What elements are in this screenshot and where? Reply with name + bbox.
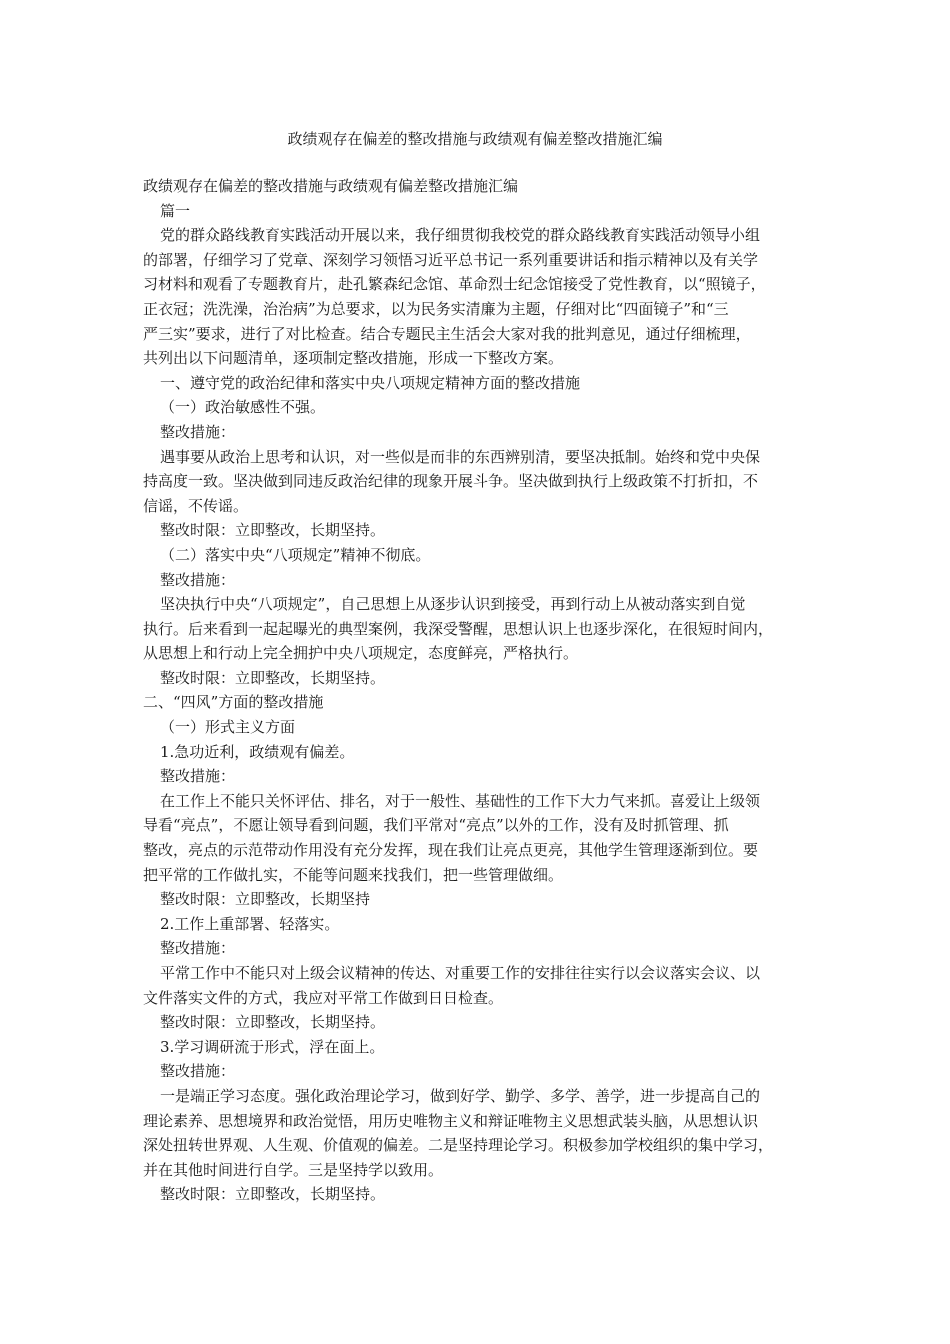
document-line: 深处扭转世界观、人生观、价值观的偏差。二是坚持理论学习。积极参加学校组织的集中学习， bbox=[143, 1136, 774, 1155]
document-line: 政绩观存在偏差的整改措施与政绩观有偏差整改措施汇编 bbox=[143, 177, 519, 195]
document-line: 一、遵守党的政治纪律和落实中央八项规定精神方面的整改措施 bbox=[160, 373, 581, 392]
document-line: 文件落实文件的方式，我应对平常工作做到日日检查。 bbox=[143, 988, 504, 1007]
document-line: 整改措施： bbox=[160, 767, 236, 786]
document-line: 习材料和观看了专题教育片，赴孔繁森纪念馆、革命烈士纪念馆接受了党性教育，以“照镜子， bbox=[143, 275, 766, 294]
document-line: 导看“亮点”，不愿让领导看到问题，我们平常对“亮点”以外的工作，没有及时抓管理、抓 bbox=[143, 816, 729, 835]
document-line: 严三实”要求，进行了对比检查。结合专题民主生活会大家对我的批判意见，通过仔细梳理， bbox=[143, 324, 751, 343]
document-line: 从思想上和行动上完全拥护中央八项规定，态度鲜亮，严格执行。 bbox=[143, 644, 579, 663]
document-line: 2.工作上重部署、轻落实。 bbox=[160, 914, 340, 933]
document-line: （一）形式主义方面 bbox=[160, 718, 296, 737]
document-line: 在工作上不能只关怀评估、排名，对于一般性、基础性的工作下大力气来抓。喜爱让上级领 bbox=[160, 791, 761, 810]
document-line: 整改时限：立即整改，长期坚持。 bbox=[160, 1013, 386, 1032]
document-title: 政绩观存在偏差的整改措施与政绩观有偏差整改措施汇编 bbox=[287, 130, 663, 148]
document-line: 遇事要从政治上思考和认识，对一些似是而非的东西辨别清，要坚决抵制。始终和党中央保 bbox=[160, 447, 761, 466]
document-line: 信谣，不传谣。 bbox=[143, 496, 249, 515]
document-body bbox=[143, 174, 808, 1207]
document-line: 共列出以下问题清单，逐项制定整改措施，形成一下整改方案。 bbox=[143, 349, 564, 368]
document-line: 整改时限：立即整改，长期坚持。 bbox=[160, 668, 386, 687]
document-line: 并在其他时间进行自学。三是坚持学以致用。 bbox=[143, 1160, 444, 1179]
document-line: 整改，亮点的示范带动作用没有充分发挥，现在我们让亮点更亮，其他学生管理逐渐到位。要 bbox=[143, 841, 759, 860]
document-line: 一是端正学习态度。强化政治理论学习，做到好学、勤学、多学、善学，进一步提高自己的 bbox=[160, 1086, 761, 1105]
document-line: 的部署，仔细学习了党章、深刻学习领悟习近平总书记一系列重要讲话和指示精神以及有关学 bbox=[143, 250, 759, 269]
document-line: 平常工作中不能只对上级会议精神的传达、对重要工作的安排往往实行以会议落实会议、以 bbox=[160, 964, 761, 982]
document-line: （二）落实中央“八项规定”精神不彻底。 bbox=[160, 545, 431, 564]
document-line: 整改时限：立即整改，长期坚持。 bbox=[160, 1185, 386, 1204]
document-line: 持高度一致。坚决做到同违反政治纪律的现象开展斗争。坚决做到执行上级政策不打折扣，不 bbox=[143, 472, 759, 491]
document-line: 整改时限：立即整改，长期坚持。 bbox=[160, 521, 386, 540]
document-line: 整改措施： bbox=[160, 939, 236, 958]
document-line: 3.学习调研流于形式，浮在面上。 bbox=[160, 1037, 385, 1056]
document-line: 整改时限：立即整改，长期坚持 bbox=[160, 890, 371, 909]
document-line: 党的群众路线教育实践活动开展以来，我仔细贯彻我校党的群众路线教育实践活动领导小组 bbox=[160, 226, 761, 245]
document-line: 坚决执行中央“八项规定”，自己思想上从逐步认识到接受，再到行动上从被动落实到自觉 bbox=[160, 595, 746, 614]
document-line: 二、“四风”方面的整改措施 bbox=[143, 693, 324, 712]
document-line: 正衣冠；洗洗澡，治治病”为总要求，以为民务实清廉为主题，仔细对比“四面镜子”和“三 bbox=[143, 299, 729, 318]
document-line: 篇一 bbox=[160, 201, 191, 220]
document-line: 1.急功近利，政绩观有偏差。 bbox=[160, 742, 355, 761]
document-line: 整改措施： bbox=[160, 422, 236, 441]
document-line: 执行。后来看到一起起曝光的典型案例，我深受警醒，思想认识上也逐步深化，在很短时间内， bbox=[143, 619, 774, 638]
document-line: （一）政治敏感性不强。 bbox=[160, 398, 326, 417]
document-line: 整改措施： bbox=[160, 1062, 236, 1081]
document-line: 把平常的工作做扎实，不能等问题来找我们，把一些管理做细。 bbox=[143, 865, 564, 884]
document-line: 整改措施： bbox=[160, 570, 236, 589]
document-line: 理论素养、思想境界和政治觉悟，用历史唯物主义和辩证唯物主义思想武装头脑，从思想认识 bbox=[143, 1111, 759, 1130]
